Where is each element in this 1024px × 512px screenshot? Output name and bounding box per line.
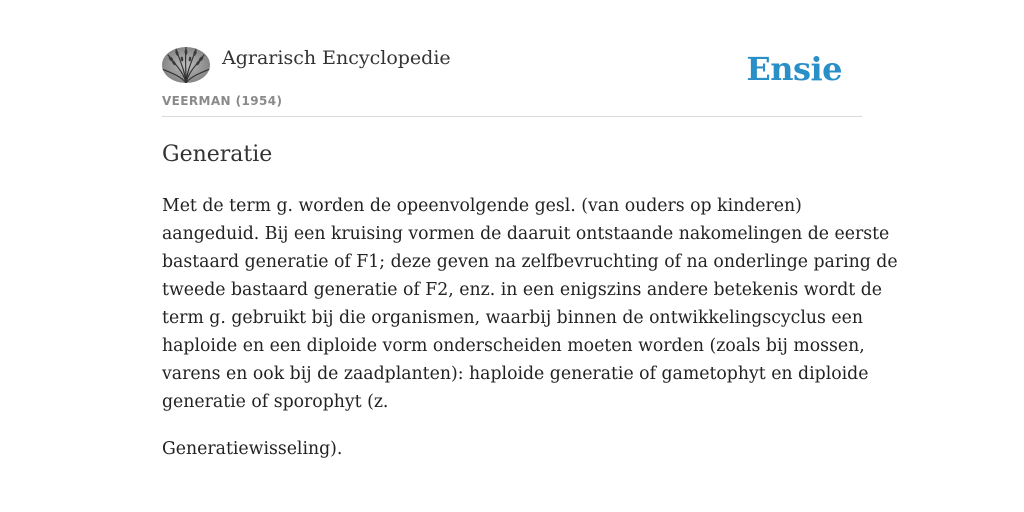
entry-line: aangeduid. Bij een kruising vormen de daaruit ontstaande nakomelingen de eerste xyxy=(162,224,890,244)
entry-paragraph xyxy=(162,192,898,416)
entry-body xyxy=(162,192,898,482)
entry-paragraph xyxy=(162,435,867,463)
entry-title: Generatie xyxy=(162,142,273,167)
entry-line: Met de term g. worden de opeenvolgende gesl. (van ouders op kinderen) xyxy=(162,196,802,216)
entry-line: tweede bastaard generatie of F2, enz. in een enigszins andere betekenis wordt de xyxy=(162,280,882,300)
entry-line: haploide en een diploide vorm onderscheiden moeten worden (zoals bij mossen, xyxy=(162,336,865,356)
entry-line: Generatiewisseling). xyxy=(162,439,343,459)
book-title[interactable]: Agrarisch Encyclopedie xyxy=(222,47,451,69)
book-subtitle: VEERMAN (1954) xyxy=(162,94,283,108)
entry-line: bastaard generatie of F1; deze geven na zelfbevruchting of na onderlinge paring de xyxy=(162,252,898,272)
header xyxy=(162,0,862,117)
entry-line: generatie of sporophyt (z. xyxy=(162,392,389,412)
entry-line: term g. gebruikt bij die organismen, waarbij binnen de ontwikkelingscyclus een xyxy=(162,308,863,328)
brand-logo[interactable]: Ensie xyxy=(746,50,842,88)
page-container xyxy=(162,0,898,459)
wheat-thumbnail-icon[interactable] xyxy=(162,47,210,83)
entry-line: varens en ook bij de zaadplanten): haploide generatie of gametophyt en diploide xyxy=(162,364,869,384)
